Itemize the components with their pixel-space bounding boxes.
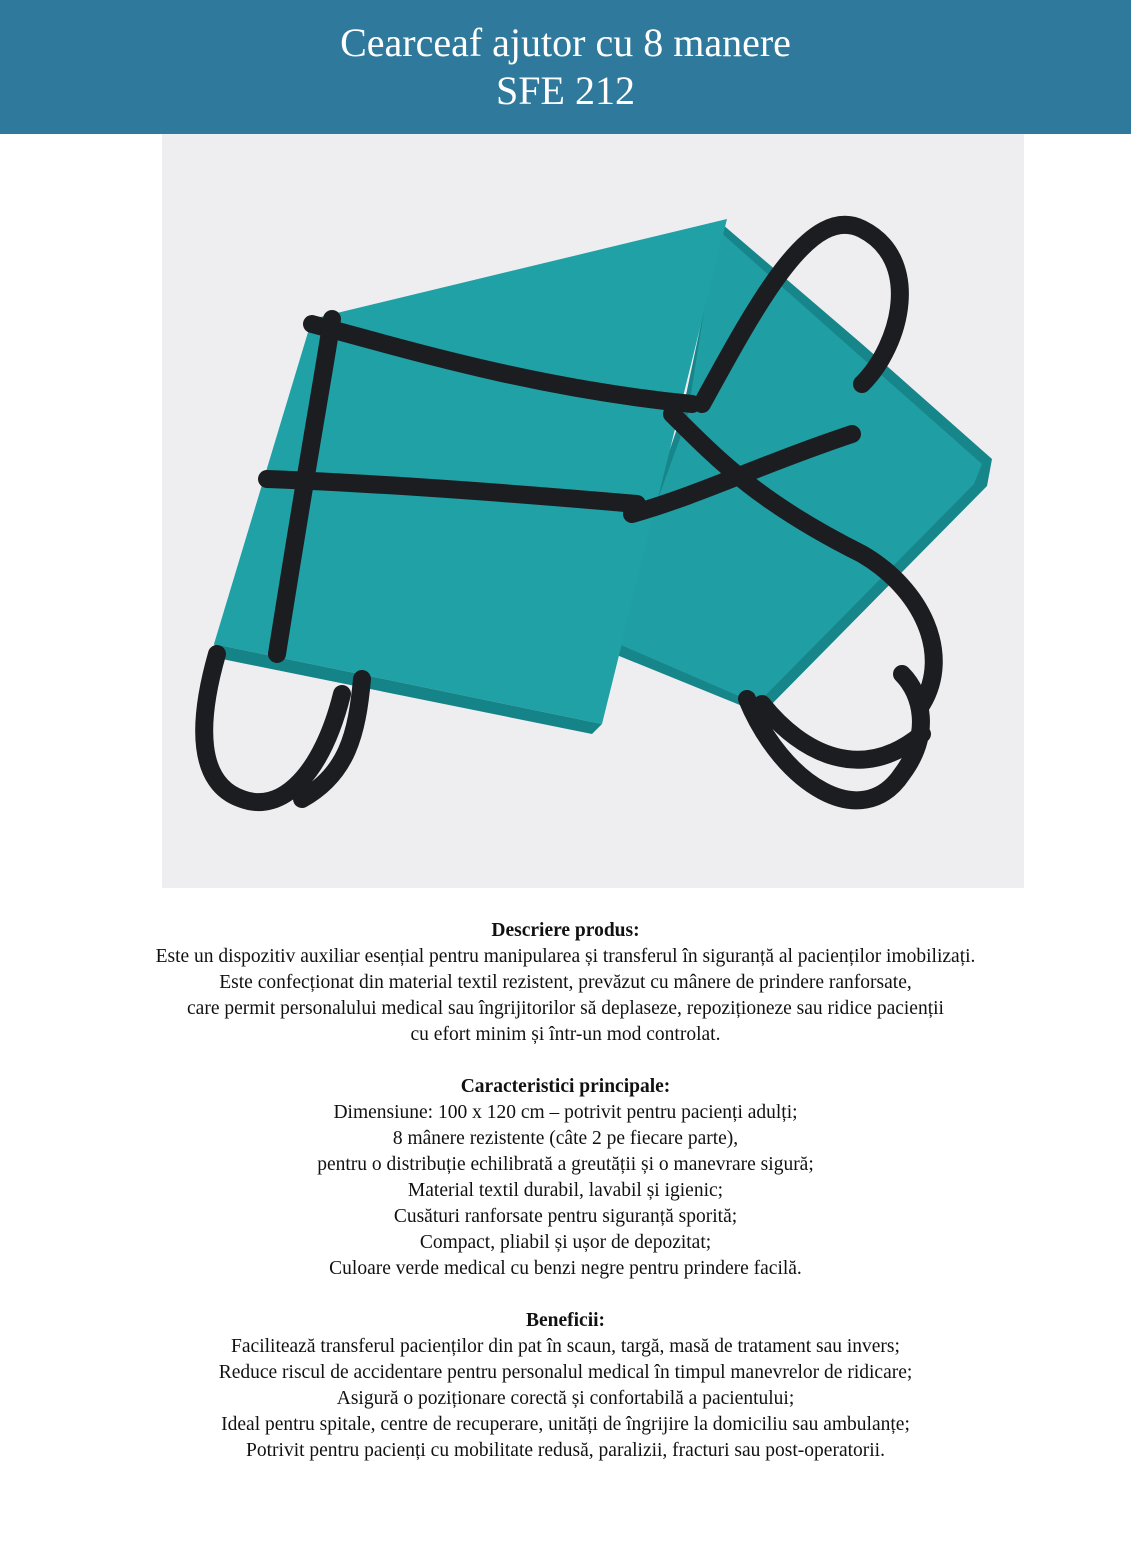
benefit-line: Facilitează transferul pacienților din pat în scaun, targă, masă de tratament sau invers;	[231, 1336, 900, 1357]
product-code: SFE 212	[496, 68, 635, 113]
feature-line: 8 mânere rezistente (câte 2 pe fiecare parte),	[392, 1128, 739, 1149]
product-title: Cearceaf ajutor cu 8 manere	[340, 20, 791, 65]
feature-line: Material textil durabil, lavabil și igienic;	[407, 1180, 724, 1201]
description-line: cu efort minim și într-un mod controlat.	[410, 1024, 721, 1045]
transfer-sheet-illustration	[162, 134, 1024, 888]
header-banner	[0, 0, 1131, 134]
description-line: care permit personalului medical sau îngrijitorilor să deplaseze, repoziționeze sau ridice pacienții	[187, 998, 944, 1019]
features-section	[40, 1074, 1091, 1282]
description-line: Este un dispozitiv auxiliar esențial pentru manipularea și transferul în siguranță al pacienților imobilizați.	[155, 946, 976, 967]
feature-line: Compact, pliabil și ușor de depozitat;	[419, 1232, 712, 1253]
features-title: Caracteristici principale:	[460, 1076, 671, 1097]
feature-line: Dimensiune: 100 x 120 cm – potrivit pentru pacienți adulți;	[333, 1102, 798, 1123]
description-title: Descriere produs:	[491, 920, 640, 941]
benefit-line: Potrivit pentru pacienți cu mobilitate redusă, paralizii, fracturi sau post-operatorii.	[246, 1440, 885, 1461]
feature-line: Culoare verde medical cu benzi negre pentru prindere facilă.	[329, 1258, 802, 1279]
description-section	[40, 918, 1091, 1048]
feature-line: pentru o distribuție echilibrată a greutății și o manevrare sigură;	[317, 1154, 814, 1175]
product-photo	[162, 134, 1024, 888]
benefit-line: Ideal pentru spitale, centre de recuperare, unități de îngrijire la domiciliu sau ambulanțe;	[221, 1414, 910, 1435]
product-description-text	[40, 918, 1091, 1490]
feature-line: Cusături ranforsate pentru siguranță sporită;	[393, 1206, 738, 1227]
benefit-line: Reduce riscul de accidentare pentru personalul medical în timpul manevrelor de ridicare;	[218, 1362, 913, 1383]
benefits-title: Beneficii:	[525, 1310, 606, 1331]
description-line: Este confecționat din material textil rezistent, prevăzut cu mânere de prindere ranforsate,	[219, 972, 912, 993]
benefit-line: Asigură o poziționare corectă și confortabilă a pacientului;	[336, 1388, 795, 1409]
benefits-section	[40, 1308, 1091, 1464]
